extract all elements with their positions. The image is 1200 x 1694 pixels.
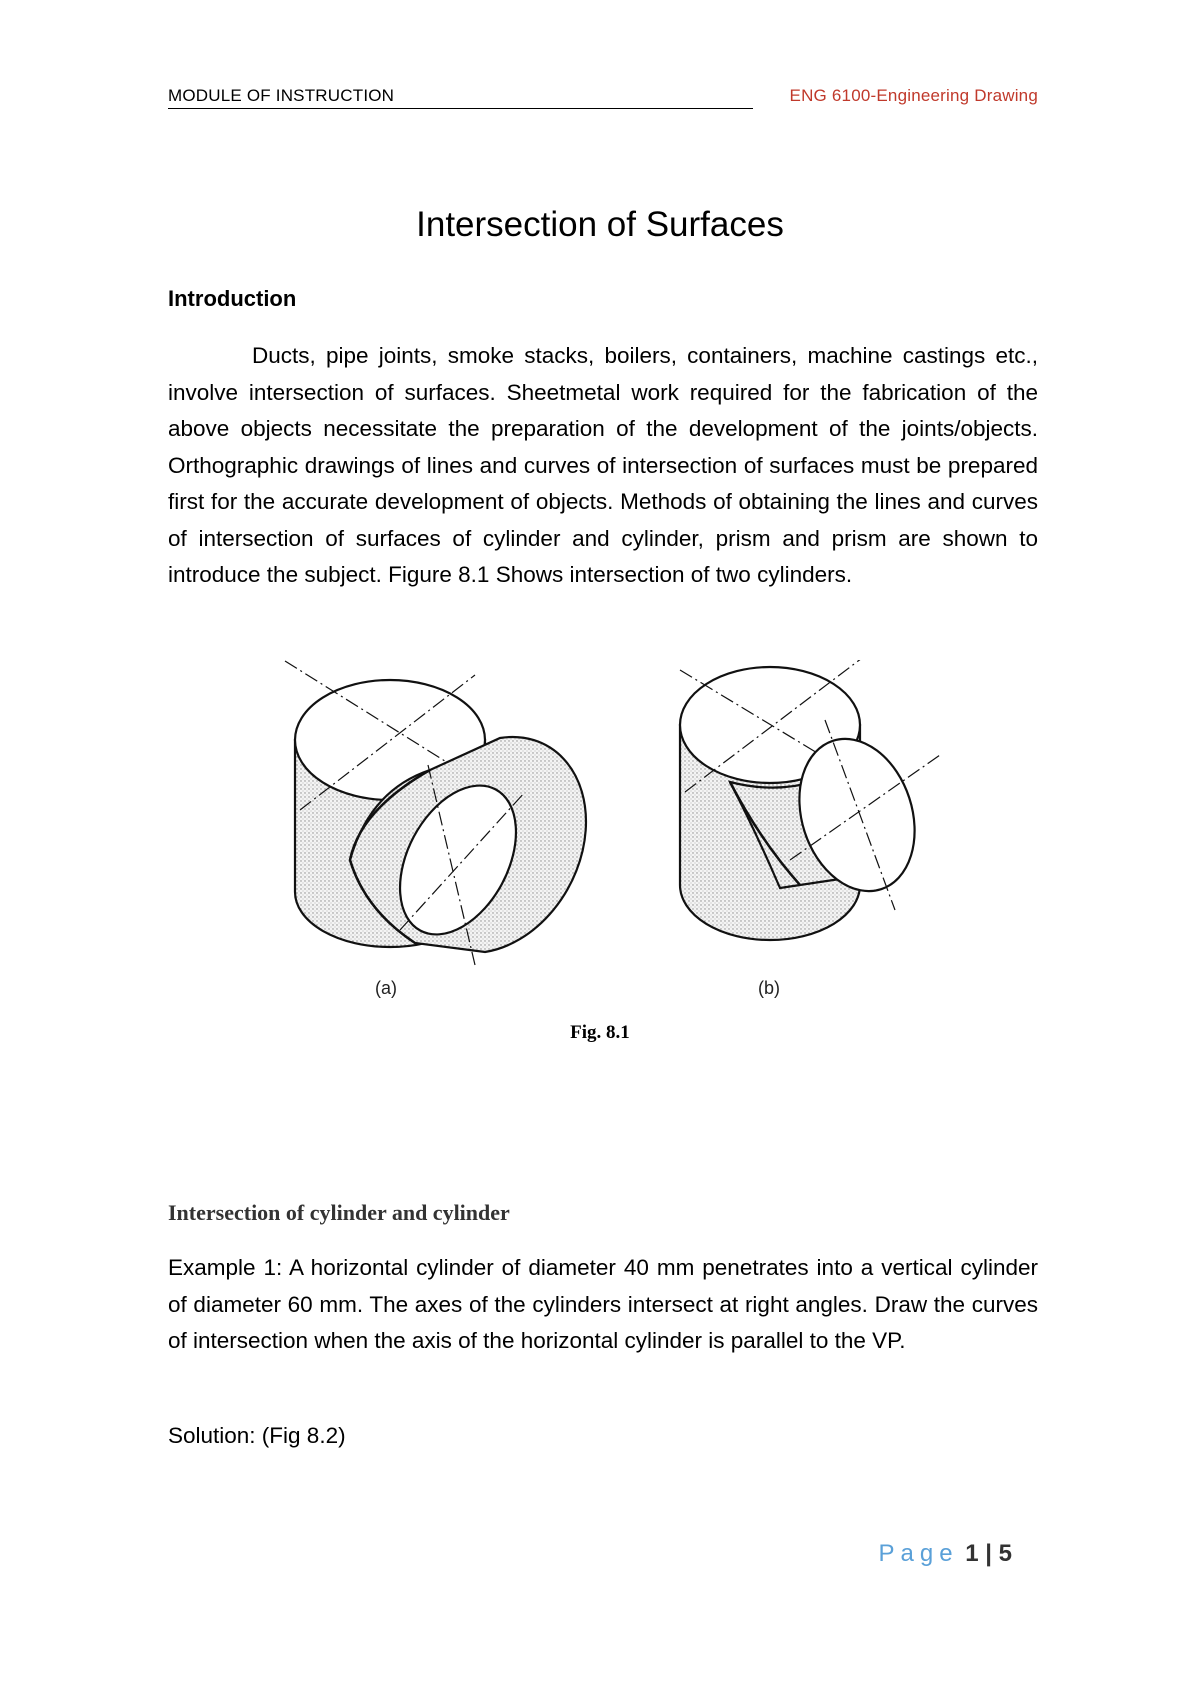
introduction-paragraph (168, 338, 1038, 594)
cylinder-intersection-drawings (260, 660, 960, 990)
introduction-heading: Introduction (168, 286, 297, 311)
page-header (168, 86, 1038, 110)
figure-8-1 (260, 660, 960, 1060)
page-title: Intersection of Surfaces (416, 205, 784, 244)
drawing-b (680, 660, 940, 940)
figure-label-a: (a) (375, 978, 397, 998)
figure-caption: Fig. 8.1 (570, 1022, 630, 1043)
solution-text: Solution: (Fig 8.2) (168, 1423, 346, 1448)
total-pages: 5 (998, 1540, 1012, 1567)
example-1-text: Example 1: A horizontal cylinder of diameter 40 mm penetrates into a vertical cylinder of diameter 60 mm. The axes of the cylinders intersect at right angles. Draw the curves of intersection when the axis of the horizontal cylinder is parallel to the VP. (168, 1255, 1038, 1353)
drawing-a (285, 661, 586, 965)
figure-label-b: (b) (758, 978, 780, 998)
current-page: 1 (965, 1540, 979, 1567)
section-heading: Intersection of cylinder and cylinder (168, 1200, 510, 1225)
header-module-title: MODULE OF INSTRUCTION (168, 86, 753, 109)
page-separator: | (985, 1540, 992, 1567)
page-number (878, 1540, 1012, 1568)
header-course-title: ENG 6100-Engineering Drawing (789, 86, 1038, 105)
page-word: Page (878, 1540, 959, 1567)
introduction-text: Ducts, pipe joints, smoke stacks, boilers, containers, machine castings etc., involve intersection of surfaces. Sheetmetal work required for the fabrication of the above objects necessitate the preparation of the development of the joints/objects. Orthographic drawings of lines and curves of intersection of surfaces must be prepared first for the accurate development of objects. Methods of obtaining the lines and curves of intersection of surfaces of cylinder and cylinder, prism and prism are shown to introduce the subject. Figure 8.1 Shows intersection of two cylinders. (168, 343, 1038, 587)
